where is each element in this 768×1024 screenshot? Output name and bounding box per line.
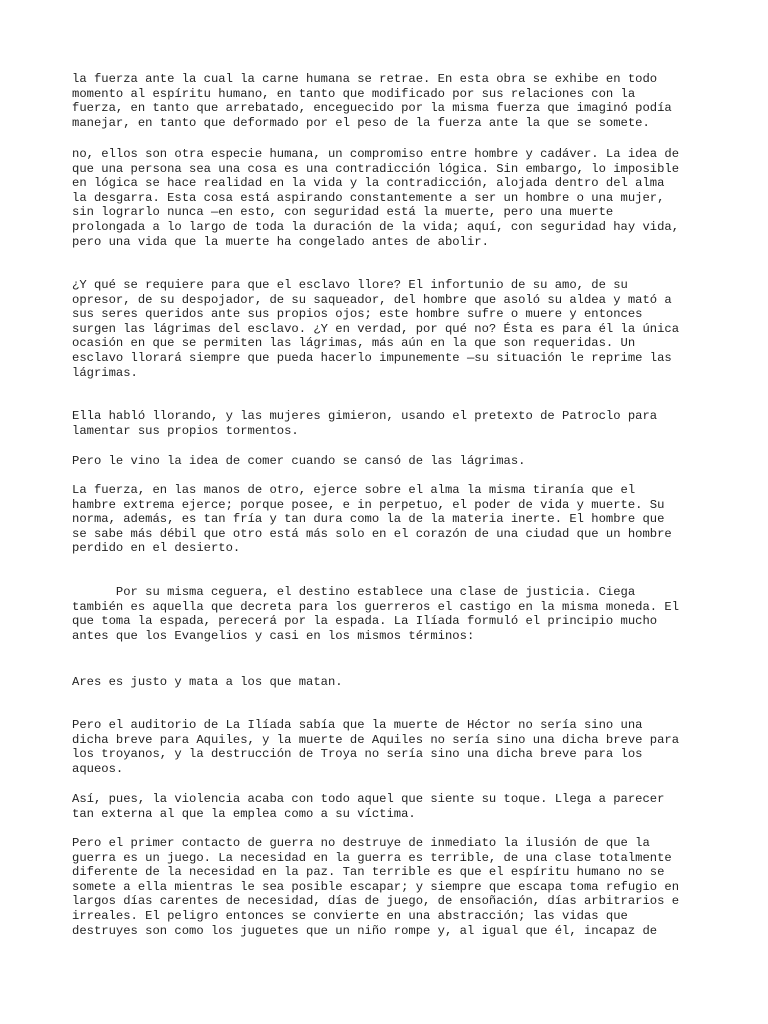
text-line: prolongada a lo largo de toda la duración de la vida; aquí, con seguridad hay vida, xyxy=(72,219,680,234)
paragraph xyxy=(72,72,672,130)
text-line: La fuerza, en las manos de otro, ejerce sobre el alma la misma tiranía que el xyxy=(72,483,636,497)
text-line: sin lograrlo nunca —en esto, con seguridad está la muerte, pero una muerte xyxy=(72,205,614,220)
text-line: tan externa al que la emplea como a su víctima. xyxy=(72,806,416,821)
text-line: momento al espíritu humano, en tanto que modificado por sus relaciones con la xyxy=(72,86,636,101)
text-line: los troyanos, y la destrucción de Troya no sería sino una dicha breve para los xyxy=(72,747,643,762)
text-line: que una persona sea una cosa es una contradicción lógica. Sin embargo, lo imposible xyxy=(72,161,680,176)
text-line: lágrimas. xyxy=(72,365,138,380)
text-line: ocasión en que se permiten las lágrimas, más aún en la que son requeridas. Un xyxy=(72,336,636,351)
text-line: sus seres queridos ante sus propios ojos; este hombre sufre o muere y entonces xyxy=(72,307,643,322)
text-line: que toma la espada, perecerá por la espada. La Ilíada formuló el principio mucho xyxy=(72,614,658,629)
paragraph xyxy=(72,675,343,690)
text-line: surgen las lágrimas del esclavo. ¿Y en verdad, por qué no? Ésta es para él la única xyxy=(72,321,680,336)
text-line: norma, además, es tan fría y tan dura como la de la materia inerte. El hombre que xyxy=(72,512,665,527)
text-line: guerra es un juego. La necesidad en la guerra es terrible, de una clase totalmente xyxy=(72,850,672,865)
text-line: Ella habló llorando, y las mujeres gimieron, usando el pretexto de Patroclo para xyxy=(72,409,658,423)
text-line: ¿Y qué se requiere para que el esclavo llore? El infortunio de su amo, de su xyxy=(72,278,628,292)
text-line: destruyes son como los juguetes que un niño rompe y, al igual que él, incapaz de xyxy=(72,923,658,938)
paragraph xyxy=(72,147,679,249)
paragraph xyxy=(72,718,679,776)
text-line: irreales. El peligro entonces se convierte en una abstracción; las vidas que xyxy=(72,908,628,923)
text-line: en lógica se hace realidad en la vida y la contradicción, alojada dentro del alma xyxy=(72,176,665,191)
text-line: largos días carentes de necesidad, días de juego, de ensoñación, días arbitrarios e xyxy=(72,894,680,909)
paragraph xyxy=(72,409,657,438)
text-line: aqueos. xyxy=(72,761,124,776)
text-line: Pero el auditorio de La Ilíada sabía que la muerte de Héctor no sería sino una xyxy=(72,718,643,732)
text-line: se sabe más débil que otro está más solo en el corazón de una ciudad que un hombre xyxy=(72,526,672,541)
paragraph xyxy=(72,836,679,938)
text-line: lamentar sus propios tormentos. xyxy=(72,423,299,438)
text-line: fuerza, en tanto que arrebatado, enceguecido por la misma fuerza que imaginó podía xyxy=(72,101,672,116)
text-line: también es aquella que decreta para los guerreros el castigo en la misma moneda. El xyxy=(72,599,680,614)
text-line: opresor, de su despojador, de su saqueador, del hombre que asoló su aldea y mató a xyxy=(72,292,672,307)
text-line: Así, pues, la violencia acaba con todo aquel que siente su toque. Llega a parecer xyxy=(72,792,665,806)
text-line: esclavo llorará siempre que pueda hacerlo impunemente —su situación le reprime las xyxy=(72,350,672,365)
text-line: antes que los Evangelios y casi en los mismos términos: xyxy=(72,628,475,643)
text-line: la fuerza ante la cual la carne humana se retrae. En esta obra se exhibe en todo xyxy=(72,72,658,86)
text-line: Pero le vino la idea de comer cuando se cansó de las lágrimas. xyxy=(72,454,526,468)
paragraph xyxy=(72,454,525,469)
text-line: manejar, en tanto que deformado por el peso de la fuerza ante la que se somete. xyxy=(72,115,650,130)
paragraph xyxy=(72,278,679,380)
paragraph xyxy=(72,792,664,821)
text-line: dicha breve para Aquiles, y la muerte de Aquiles no sería sino una dicha breve para xyxy=(72,732,680,747)
text-line: Pero el primer contacto de guerra no destruye de inmediato la ilusión de que la xyxy=(72,836,650,850)
paragraph xyxy=(72,483,672,556)
text-line: diferente de la necesidad en la paz. Tan terrible es que el espíritu humano no se xyxy=(72,865,665,880)
text-line: somete a ella mientras le sea posible escapar; y siempre que escapa toma refugio en xyxy=(72,879,680,894)
text-line: perdido en el desierto. xyxy=(72,541,241,556)
text-line: no, ellos son otra especie humana, un compromiso entre hombre y cadáver. La idea de xyxy=(72,147,680,161)
text-line: Por su misma ceguera, el destino establece una clase de justicia. Ciega xyxy=(72,585,636,599)
text-line: hambre extrema ejerce; porque posee, e in perpetuo, el poder de vida y muerte. Su xyxy=(72,497,665,512)
text-line: la desgarra. Esta cosa está aspirando constantemente a ser un hombre o una mujer, xyxy=(72,190,665,205)
paragraph xyxy=(72,585,679,643)
text-line: Ares es justo y mata a los que matan. xyxy=(72,675,343,689)
text-line: pero una vida que la muerte ha congelado antes de abolir. xyxy=(72,234,489,249)
